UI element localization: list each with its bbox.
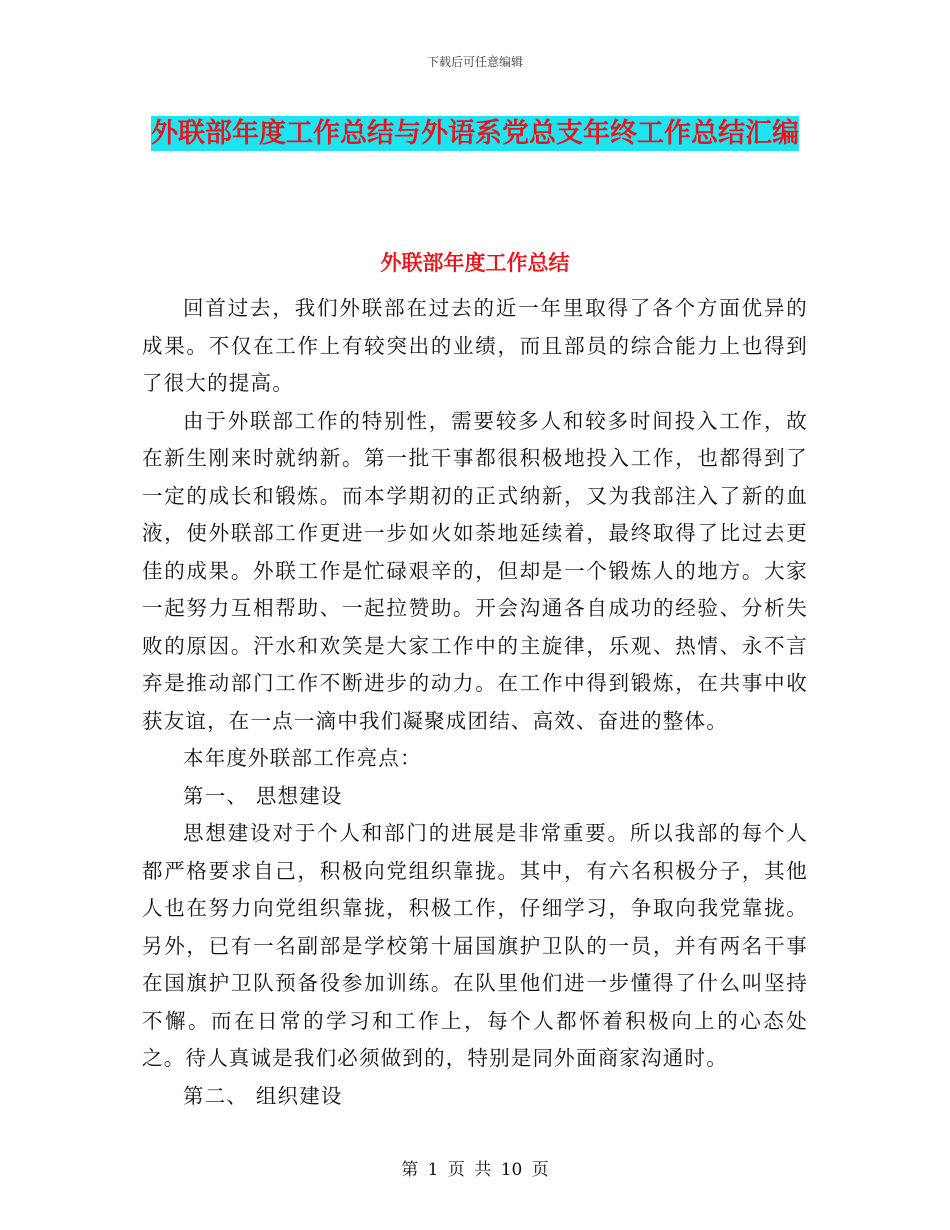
- document-title-text: 外联部年度工作总结与外语系党总支年终工作总结汇编: [151, 118, 799, 149]
- document-title: [140, 110, 810, 157]
- page-footer: 第 1 页 共 10 页: [401, 1160, 549, 1180]
- paragraph-heading: 第一、 思想建设: [183, 783, 343, 808]
- section-title: 外联部年度工作总结: [380, 250, 570, 275]
- paragraph: 思想建设对于个人和部门的进展是非常重要。所以我部的每个人都严格要求自己，积极向党组织靠拢。其中，有六名积极分子，其他人也在努力向党组织靠拢，积极工作，仔细学习，争取向我党靠拢。另外，已有一名副部是学校第十届国旗护卫队的一员，并有两名干事在国旗护卫队预备役参加训练。在队里他们进一步懂得了什么叫坚持不懈。而在日常的学习和工作上，每个人都怀着积极向上的心态处之。待人真诚是我们必须做到的，特别是同外面商家沟通时。: [142, 821, 808, 1070]
- paragraph: 回首过去，我们外联部在过去的近一年里取得了各个方面优异的成果。不仅在工作上有较突出的业绩，而且部员的综合能力上也得到了很大的提高。: [142, 296, 808, 395]
- document-body: [142, 290, 808, 1115]
- header-note: 下载后可任意编辑: [426, 55, 523, 69]
- paragraph: 本年度外联部工作亮点：: [183, 746, 422, 770]
- paragraph-heading: 第二、 组织建设: [183, 1083, 343, 1108]
- paragraph: 由于外联部工作的特别性，需要较多人和较多时间投入工作，故在新生刚来时就纳新。第一批干事都很积极地投入工作，也都得到了一定的成长和锻炼。而本学期初的正式纳新，又为我部注入了新的血液，使外联部工作更进一步如火如荼地延续着，最终取得了比过去更佳的成果。外联工作是忙碌艰辛的，但却是一个锻炼人的地方。大家一起努力互相帮助、一起拉赞助。开会沟通各自成功的经验、分析失败的原因。汗水和欢笑是大家工作中的主旋律，乐观、热情、永不言弃是推动部门工作不断进步的动力。在工作中得到锻炼，在共事中收获友谊，在一点一滴中我们凝聚成团结、高效、奋进的整体。: [142, 408, 808, 733]
